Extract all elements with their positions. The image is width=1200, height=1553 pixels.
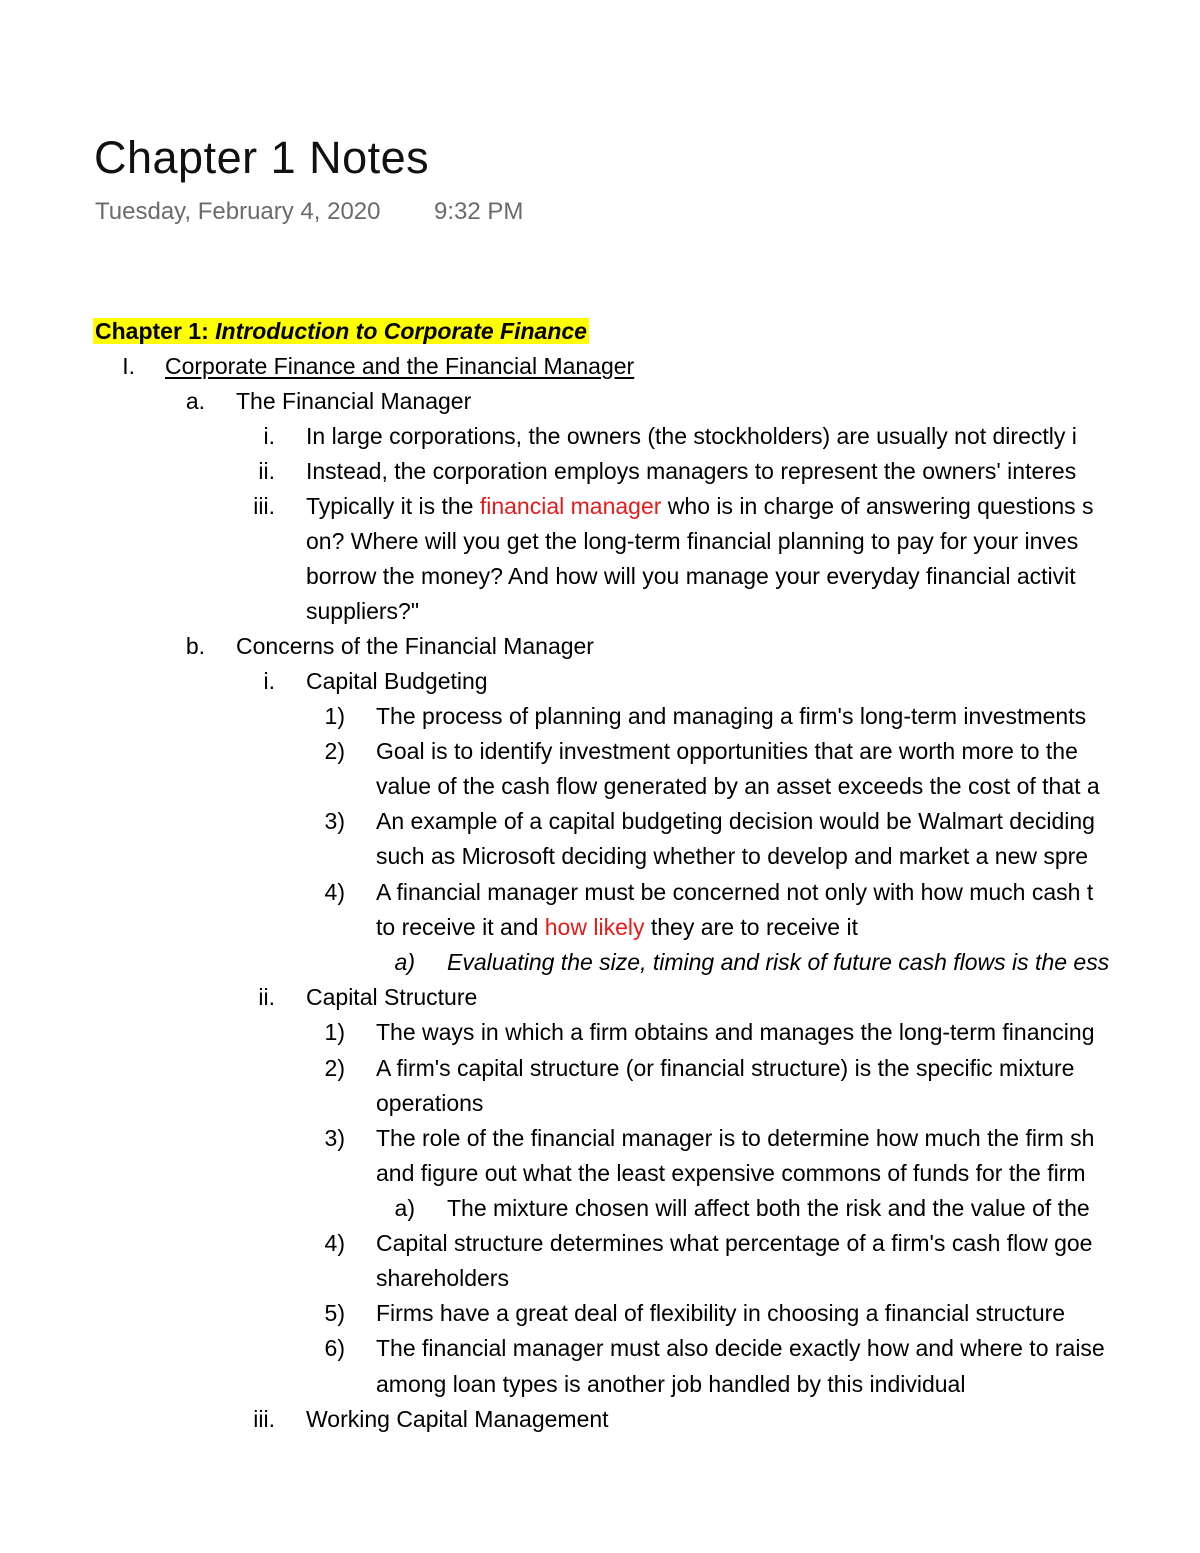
- list-marker: iii.: [253, 1406, 275, 1432]
- list-marker: a): [394, 949, 415, 975]
- chapter-heading-title: Introduction to Corporate Finance: [215, 318, 587, 344]
- list-item: Firms have a great deal of flexibility in choosing a financial structure: [376, 1300, 1066, 1326]
- item-text: who is in charge of answering questions s: [661, 493, 1094, 519]
- subsection-title: Concerns of the Financial Manager: [236, 633, 594, 659]
- list-item: Goal is to identify investment opportunities that are worth more to the: [376, 738, 1078, 764]
- list-marker: i.: [263, 668, 275, 694]
- list-item-continuation: among loan types is another job handled by this individual: [376, 1371, 966, 1397]
- list-marker: 6): [324, 1335, 345, 1361]
- list-marker: 4): [324, 1230, 345, 1256]
- topic-title: Working Capital Management: [306, 1406, 609, 1432]
- chapter-heading-highlight: [93, 318, 589, 344]
- list-marker: iii.: [253, 493, 275, 519]
- list-item-continuation: on? Where will you get the long-term financial planning to pay for your inves: [306, 528, 1079, 554]
- list-item-continuation: value of the cash flow generated by an asset exceeds the cost of that a: [376, 773, 1100, 799]
- list-item: A financial manager must be concerned not only with how much cash t: [376, 879, 1094, 905]
- list-marker: 2): [324, 738, 345, 764]
- list-marker: 5): [324, 1300, 345, 1326]
- list-item-continuation: and figure out what the least expensive commons of funds for the firm: [376, 1160, 1086, 1186]
- list-marker: a.: [185, 388, 205, 414]
- list-item-continuation: such as Microsoft deciding whether to develop and market a new spre: [376, 843, 1089, 869]
- list-item: The process of planning and managing a firm's long-term investments: [376, 703, 1087, 729]
- list-marker: I.: [122, 353, 135, 379]
- list-item: Capital structure determines what percentage of a firm's cash flow goe: [376, 1230, 1093, 1256]
- list-marker: a): [394, 1195, 415, 1221]
- list-item: The ways in which a firm obtains and manages the long-term financing: [376, 1019, 1095, 1045]
- list-marker: ii.: [258, 458, 275, 484]
- note-time: 9:32 PM: [434, 198, 524, 225]
- list-item-continuation: shareholders: [376, 1265, 509, 1291]
- list-item-continuation: operations: [376, 1090, 484, 1116]
- chapter-heading-prefix: Chapter 1:: [95, 318, 216, 344]
- page-title: Chapter 1 Notes: [94, 132, 430, 183]
- chapter-heading: [93, 314, 589, 349]
- list-item: A firm's capital structure (or financial structure) is the specific mixture: [376, 1055, 1075, 1081]
- list-marker: ii.: [258, 984, 275, 1010]
- list-item-continuation: suppliers?": [306, 598, 420, 624]
- list-item-continuation: [376, 910, 858, 945]
- item-text: they are to receive it: [644, 914, 858, 940]
- list-marker: b.: [185, 633, 205, 659]
- topic-title: Capital Budgeting: [306, 668, 488, 694]
- highlighted-term: how likely: [544, 914, 645, 940]
- list-marker: 1): [324, 703, 345, 729]
- list-item: An example of a capital budgeting decision would be Walmart deciding: [376, 808, 1095, 834]
- list-marker: 3): [324, 808, 345, 834]
- list-item: Instead, the corporation employs managers to represent the owners' interes: [306, 458, 1077, 484]
- topic-title: Capital Structure: [306, 984, 478, 1010]
- list-marker: 4): [324, 879, 345, 905]
- item-text: Typically it is the: [306, 493, 480, 519]
- highlighted-term: financial manager: [479, 493, 662, 519]
- list-marker: 2): [324, 1055, 345, 1081]
- list-item: The mixture chosen will affect both the risk and the value of the: [447, 1195, 1090, 1221]
- list-item: [306, 489, 1094, 524]
- section-title: Corporate Finance and the Financial Manager: [165, 353, 635, 379]
- note-date: Tuesday, February 4, 2020: [95, 198, 381, 225]
- list-marker: 1): [324, 1019, 345, 1045]
- list-item: In large corporations, the owners (the stockholders) are usually not directly i: [306, 423, 1077, 449]
- list-marker: i.: [263, 423, 275, 449]
- list-item: Evaluating the size, timing and risk of future cash flows is the ess: [447, 949, 1110, 975]
- list-item-continuation: borrow the money? And how will you manage your everyday financial activit: [306, 563, 1076, 589]
- subsection-title: The Financial Manager: [236, 388, 472, 414]
- item-text: to receive it and: [376, 914, 545, 940]
- list-marker: 3): [324, 1125, 345, 1151]
- list-item: The role of the financial manager is to determine how much the firm sh: [376, 1125, 1095, 1151]
- list-item: The financial manager must also decide exactly how and where to raise: [376, 1335, 1105, 1361]
